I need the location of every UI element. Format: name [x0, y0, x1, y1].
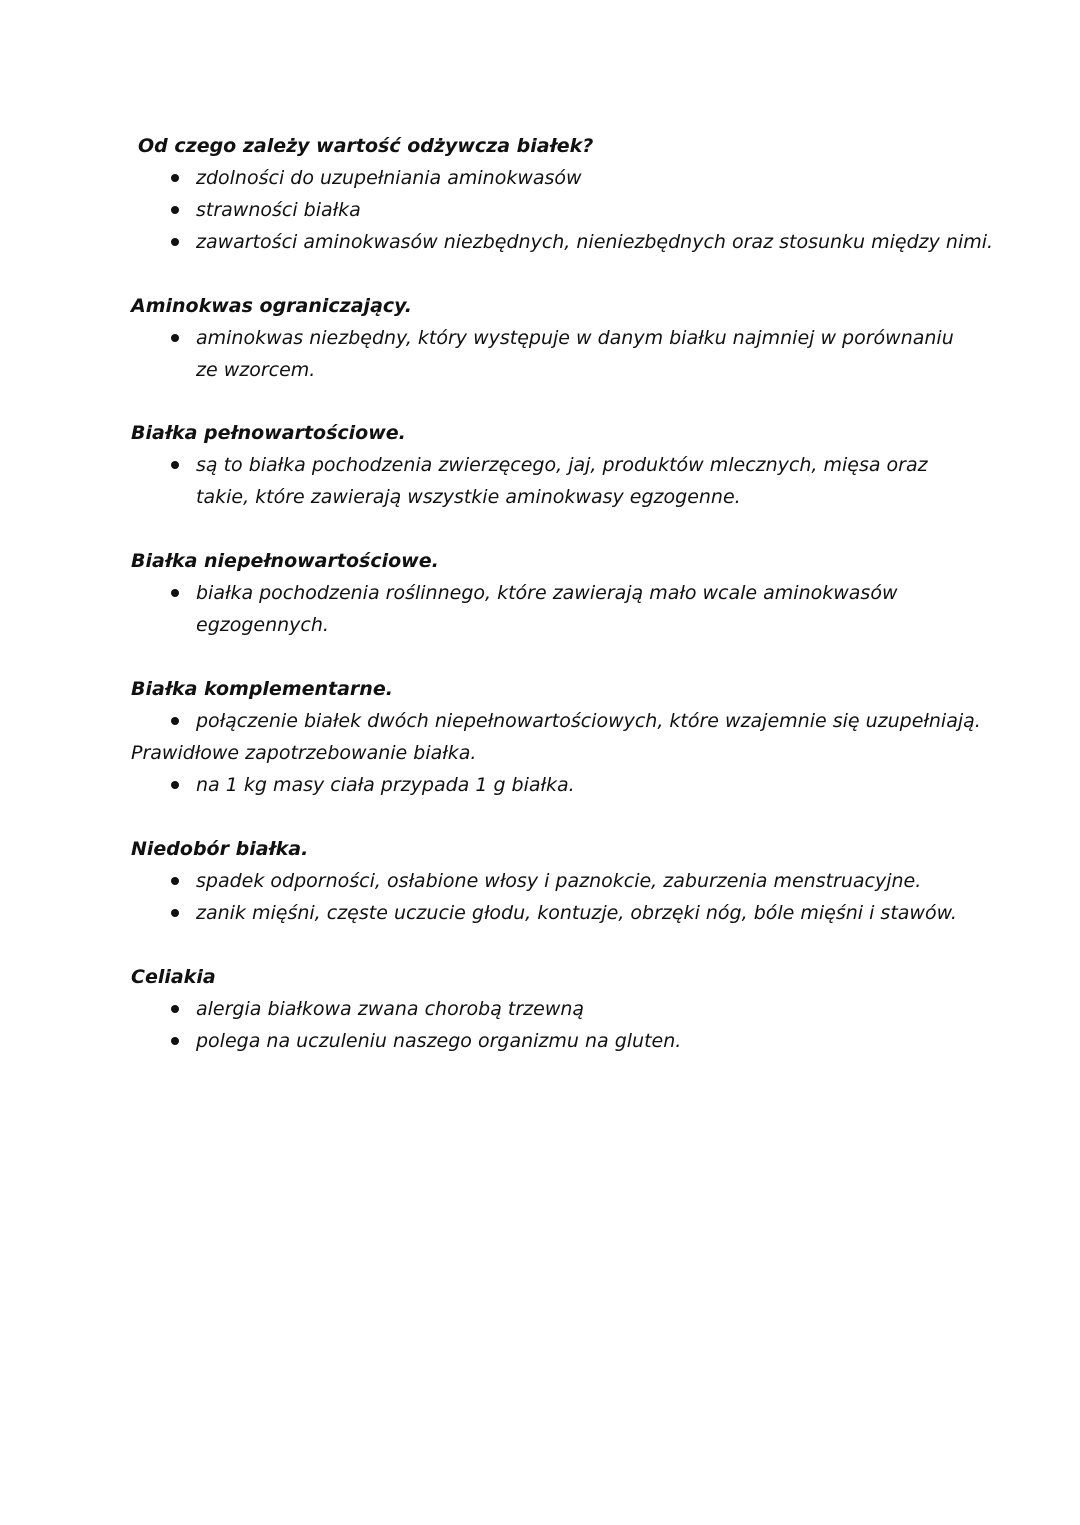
section-incomplete-proteins: [131, 545, 991, 641]
section-complementary-proteins: [131, 673, 991, 737]
section-limiting-amino-acid: [131, 290, 991, 386]
bullet-icon: [171, 174, 179, 182]
list-item: są to białka pochodzenia zwierzęcego, jaj, produktów mlecznych, mięsa oraz takie, które zawierają wszystkie aminokwasy egzogenne.: [131, 449, 956, 513]
bullet-list: [131, 449, 991, 513]
list-item: spadek odporności, osłabione włosy i paznokcie, zaburzenia menstruacyjne.: [131, 865, 956, 897]
bullet-icon: [171, 717, 179, 725]
list-item: aminokwas niezbędny, który występuje w danym białku najmniej w porównaniu ze wzorcem.: [131, 322, 956, 386]
section-protein-deficiency: [131, 833, 991, 929]
list-item: zanik mięśni, częste uczucie głodu, kontuzje, obrzęki nóg, bóle mięśni i stawów.: [131, 897, 956, 929]
bullet-list: [131, 705, 991, 737]
bullet-icon: [171, 461, 179, 469]
bullet-list: [131, 322, 991, 386]
list-item: strawności białka: [131, 194, 956, 226]
list-item: zdolności do uzupełniania aminokwasów: [131, 162, 956, 194]
list-item: na 1 kg masy ciała przypada 1 g białka.: [131, 769, 956, 801]
bullet-icon: [171, 877, 179, 885]
list-item: białka pochodzenia roślinnego, które zawierają mało wcale aminokwasów egzogennych.: [131, 577, 956, 641]
section-heading: Białka niepełnowartościowe.: [131, 550, 439, 572]
section-heading: Białka komplementarne.: [131, 678, 393, 700]
list-item: polega na uczuleniu naszego organizmu na gluten.: [131, 1025, 956, 1057]
bullet-list: [131, 865, 991, 929]
list-item: alergia białkowa zwana chorobą trzewną: [131, 993, 956, 1025]
list-item: zawartości aminokwasów niezbędnych, nieniezbędnych oraz stosunku między nimi.: [131, 226, 956, 258]
section-nutritional-value: [138, 130, 998, 258]
bullet-list: [131, 577, 991, 641]
list-item: połączenie białek dwóch niepełnowartościowych, które wzajemnie się uzupełniają.: [131, 705, 956, 737]
bullet-list: [131, 769, 991, 801]
section-heading: Celiakia: [131, 966, 216, 988]
bullet-icon: [171, 334, 179, 342]
bullet-icon: [171, 589, 179, 597]
section-heading: Od czego zależy wartość odżywcza białek?: [138, 135, 594, 157]
section-heading: Białka pełnowartościowe.: [131, 422, 406, 444]
section-heading: Prawidłowe zapotrzebowanie białka.: [131, 742, 477, 764]
bullet-icon: [171, 206, 179, 214]
bullet-icon: [171, 1005, 179, 1013]
bullet-list: [131, 162, 998, 258]
bullet-icon: [171, 909, 179, 917]
section-heading: Niedobór białka.: [131, 838, 309, 860]
bullet-icon: [171, 238, 179, 246]
section-celiac-disease: [131, 961, 991, 1057]
bullet-icon: [171, 781, 179, 789]
bullet-icon: [171, 1037, 179, 1045]
section-protein-requirement: [131, 737, 991, 801]
section-complete-proteins: [131, 417, 991, 513]
section-heading: Aminokwas ograniczający.: [131, 295, 413, 317]
bullet-list: [131, 993, 991, 1057]
